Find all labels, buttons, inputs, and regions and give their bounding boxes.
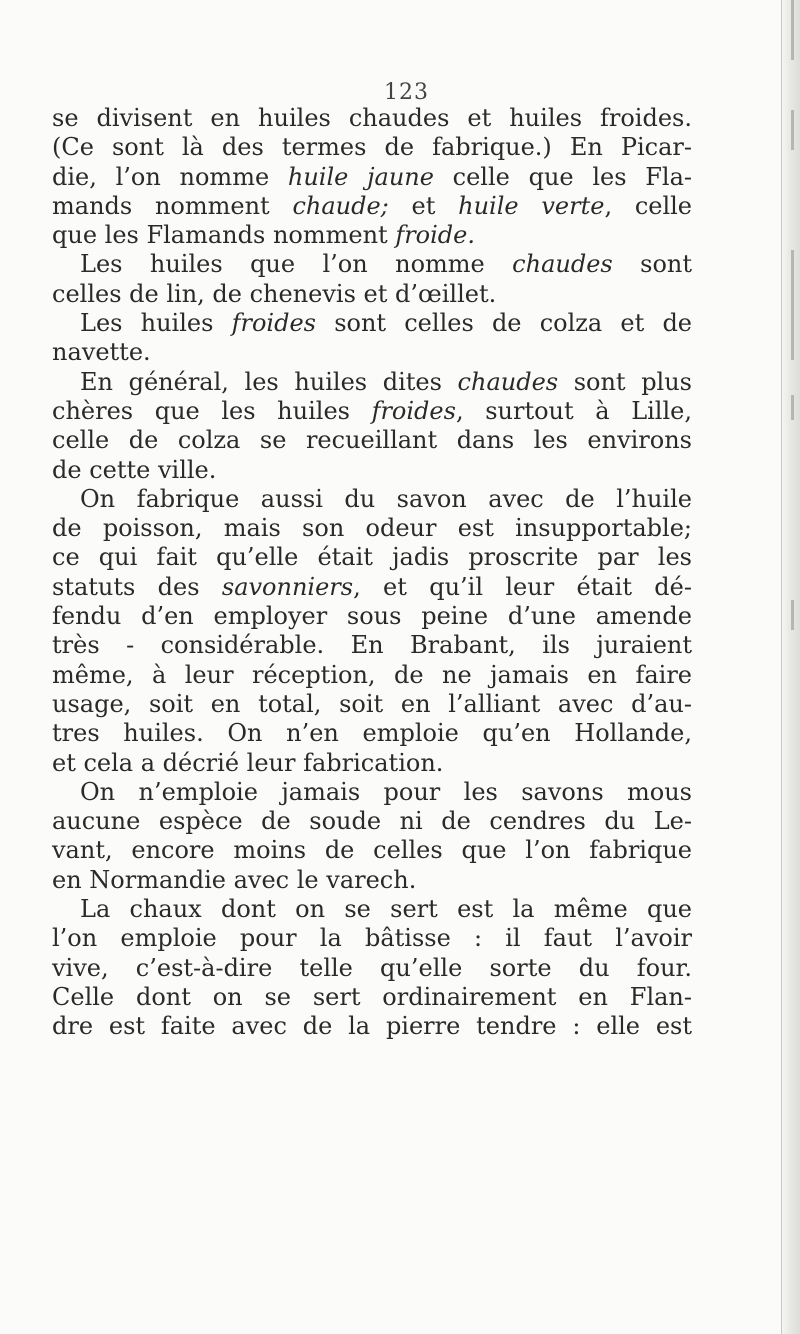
text-line xyxy=(52,778,692,807)
text-run: de poisson, mais son odeur est insupportable; xyxy=(52,514,692,543)
text-line xyxy=(52,309,692,338)
text-run: , et qu’il leur était dé- xyxy=(353,572,692,601)
text-run: vant, encore moins de celles que l’on fabrique xyxy=(52,836,692,865)
text-line xyxy=(52,807,692,836)
text-run: En général, les huiles dites xyxy=(80,367,458,396)
text-run: l’on emploie pour la bâtisse : il faut l’avoir xyxy=(52,924,692,953)
text-run: Celle dont on se sert ordinairement en Flan- xyxy=(52,982,692,1011)
italic-text: chaude; xyxy=(292,191,389,220)
text-run: en Normandie avec le varech. xyxy=(52,865,417,894)
text-run: , celle xyxy=(604,191,693,220)
text-run: celles de lin, de chenevis et d’œillet. xyxy=(52,279,497,308)
italic-text: froide. xyxy=(395,221,475,250)
text-run: Les huiles que l’on nomme xyxy=(80,250,513,279)
text-line xyxy=(52,895,692,924)
text-line xyxy=(52,338,692,367)
edge-mark xyxy=(791,0,794,60)
text-line xyxy=(52,543,692,572)
text-run: celle de colza se recueillant dans les environs xyxy=(52,426,692,455)
text-run: sont plus xyxy=(558,367,692,396)
text-run: navette. xyxy=(52,338,151,367)
text-line xyxy=(52,573,692,602)
italic-text: chaudes xyxy=(512,250,613,279)
text-run: dre est faite avec de la pierre tendre : elle est xyxy=(52,1012,692,1041)
text-line xyxy=(52,690,692,719)
text-run: tres huiles. On n’en emploie qu’en Hollande, xyxy=(52,719,692,748)
text-run: sont xyxy=(612,250,692,279)
italic-text: chaudes xyxy=(457,367,559,396)
text-run: aucune espèce de soude ni de cendres du Le- xyxy=(52,807,692,836)
text-line xyxy=(52,485,692,514)
text-line xyxy=(52,104,692,133)
text-line xyxy=(52,397,692,426)
italic-text: huile jaune xyxy=(287,162,434,191)
text-line xyxy=(52,221,692,250)
text-line xyxy=(52,163,692,192)
text-run: vive, c’est-à-dire telle qu’elle sorte du four. xyxy=(52,953,692,982)
text-line xyxy=(52,983,692,1012)
text-line xyxy=(52,368,692,397)
edge-mark xyxy=(791,600,794,630)
text-run: de cette ville. xyxy=(52,455,217,484)
text-run: chères que les huiles xyxy=(52,396,372,425)
text-line xyxy=(52,661,692,690)
italic-text: froides xyxy=(371,396,456,425)
page-edge xyxy=(781,0,800,1334)
text-run: Les huiles xyxy=(80,309,232,338)
text-run: sont celles de colza et de xyxy=(316,309,693,338)
text-run: , surtout à Lille, xyxy=(455,396,692,425)
page-number: 123 xyxy=(384,80,429,105)
text-run: usage, soit en total, soit en l’alliant avec d’au- xyxy=(52,689,692,718)
italic-text: savonniers xyxy=(221,572,354,601)
text-line xyxy=(52,514,692,543)
text-line xyxy=(52,250,692,279)
text-line xyxy=(52,954,692,983)
text-line xyxy=(52,192,692,221)
text-line xyxy=(52,836,692,865)
text-run: ce qui fait qu’elle était jadis proscrite par les xyxy=(52,543,692,572)
text-line xyxy=(52,133,692,162)
text-run: que les Flamands nomment xyxy=(52,221,396,250)
text-line xyxy=(52,866,692,895)
text-run: fendu d’en employer sous peine d’une amende xyxy=(52,602,692,631)
text-run: très - considérable. En Brabant, ils juraient xyxy=(52,631,692,660)
text-run: La chaux dont on se sert est la même que xyxy=(80,895,692,924)
text-run: et cela a décrié leur fabrication. xyxy=(52,748,444,777)
text-run: celle que les Fla- xyxy=(433,162,692,191)
edge-mark xyxy=(791,110,794,150)
text-line xyxy=(52,426,692,455)
text-line xyxy=(52,719,692,748)
text-line xyxy=(52,602,692,631)
text-run: se divisent en huiles chaudes et huiles froides. xyxy=(52,104,692,132)
text-run: die, l’on nomme xyxy=(52,162,288,191)
text-line xyxy=(52,749,692,778)
edge-mark xyxy=(791,395,794,420)
text-line xyxy=(52,1012,692,1041)
text-run: (Ce sont là des termes de fabrique.) En Picar- xyxy=(52,133,692,162)
text-run: même, à leur réception, de ne jamais en faire xyxy=(52,660,692,689)
text-run: On fabrique aussi du savon avec de l’huile xyxy=(80,484,692,513)
text-line xyxy=(52,631,692,660)
text-run: On n’emploie jamais pour les savons mous xyxy=(80,777,692,806)
italic-text: froides xyxy=(231,309,316,338)
text-run: statuts des xyxy=(52,572,222,601)
text-line xyxy=(52,280,692,309)
text-run: mands nomment xyxy=(52,191,293,220)
text-line xyxy=(52,456,692,485)
text-run: et xyxy=(388,191,459,220)
italic-text: huile verte xyxy=(458,191,605,220)
body-text xyxy=(52,104,692,1042)
text-line xyxy=(52,924,692,953)
edge-mark xyxy=(791,250,794,360)
